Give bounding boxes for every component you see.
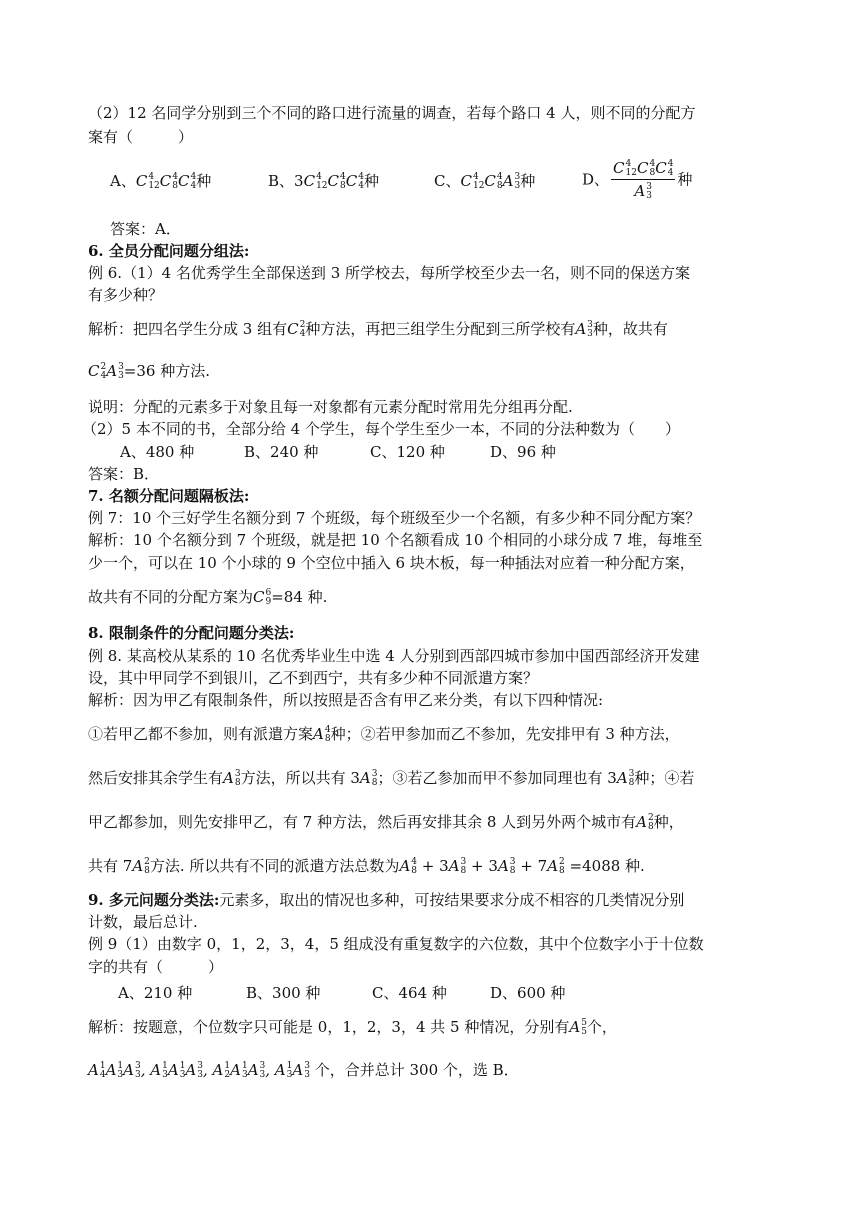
s6-example-line2: 有多少种？ xyxy=(88,286,164,304)
s6-q2-option-d: D、96 种 xyxy=(490,443,556,461)
s9-option-a: A、210 种 xyxy=(118,984,193,1002)
section-9-title: 9. 多元问题分类法: xyxy=(88,891,220,909)
q2-option-d: D、 C 4 12 C 4 8 C 4 4 A 3 3 种 xyxy=(582,159,693,201)
s7-solution-line1: 解析：10 个名额分到 7 个班级，就是把 10 个名额看成 10 个相同的小球分成 7 堆，每堆至 xyxy=(88,531,703,549)
s9-example-line2: 字的共有（ ） xyxy=(88,958,224,976)
s9-desc-line2: 计数，最后总计. xyxy=(88,913,198,931)
q2-line2: 案有（ ） xyxy=(88,128,194,146)
s6-solution-line2: C 2 4 A 3 3 =36 种方法. xyxy=(88,362,210,381)
s9-line1: 9. 多元问题分类法:元素多，取出的情况也多种，可按结果要求分成不相容的几类情况分别 xyxy=(88,891,685,909)
section-7-title: 7. 名额分配问题隔板法: xyxy=(88,487,250,505)
s9-option-d: D、600 种 xyxy=(490,984,566,1002)
s9-example-line1: 例 9（1）由数字 0，1，2，3，4，5 组成没有重复数字的六位数，其中个位数字小于十位数 xyxy=(88,935,704,953)
q2-option-a: A、C 4 12 C 4 8 C 4 4 种 xyxy=(110,172,212,191)
s8-solution-line1: 解析：因为甲乙有限制条件，所以按照是否含有甲乙来分类，有以下四种情况: xyxy=(88,691,604,709)
q2-option-b: B、3C 4 12 C 4 8 C 4 4 种 xyxy=(268,172,379,191)
s8-case-line1: ①若甲乙都不参加，则有派遣方案A 4 8 种；②若甲参加而乙不参加，先安排甲有 3 种方法， xyxy=(88,725,680,744)
s6-note: 说明：分配的元素多于对象且每一对象都有元素分配时常用先分组再分配. xyxy=(88,398,573,416)
s9-solution-line1: 解析：按题意，个位数字只可能是 0，1，2，3，4 共 5 种情况，分别有A 5 5 个， xyxy=(88,1018,617,1037)
s7-solution-line2: 少一个，可以在 10 个小球的 9 个空位中插入 6 块木板，每一种插法对应着一种分配方案， xyxy=(88,554,695,572)
s6-solution-line1: 解析：把四名学生分成 3 组有C 2 4 种方法，再把三组学生分配到三所学校有A 3 3 种，故共有 xyxy=(88,320,668,339)
s8-case-line4: 共有 7A 2 8 方法. 所以共有不同的派遣方法总数为A 4 8 + 3A 3 8 + 3A 3 8 + 7A 2 8 =4088 种. xyxy=(88,857,645,876)
s8-example-line2: 设，其中甲同学不到银川，乙不到西宁，共有多少种不同派遣方案？ xyxy=(88,669,539,687)
s9-option-c: C、464 种 xyxy=(372,984,447,1002)
s6-q2-option-b: B、240 种 xyxy=(244,443,319,461)
s6-example-line1: 例 6.（1）4 名优秀学生全部保送到 3 所学校去，每所学校至少去一名，则不同的保送方案 xyxy=(88,264,691,282)
s8-case-line3: 甲乙都参加，则先安排甲乙，有 7 种方法，然后再安排其余 8 人到另外两个城市有A 2 8 种， xyxy=(88,813,684,832)
section-6-title: 6. 全员分配问题分组法: xyxy=(88,242,250,260)
s9-solution-line2: A 1 4 A 1 3 A 3 3 , A 1 3 A 1 3 A 3 3 , A 1 2 A 1 3 A 3 3 , A 1 3 A 3 3 个，合并总计 300 个，选 B． xyxy=(88,1061,519,1080)
s6-q2-option-a: A、480 种 xyxy=(120,443,195,461)
q2-option-c: C、C 4 12 C 4 8 A 3 3 种 xyxy=(434,172,536,191)
s9-option-b: B、300 种 xyxy=(246,984,321,1002)
s8-case-line2: 然后安排其余学生有A 3 8 方法，所以共有 3A 3 8 ；③若乙参加而甲不参加同理也有 3A 3 8 种；④若 xyxy=(88,769,695,788)
q2-line1: （2）12 名同学分别到三个不同的路口进行流量的调查，若每个路口 4 人，则不同的分配方 xyxy=(88,104,696,122)
s7-solution-line3: 故共有不同的分配方案为C 6 9 =84 种. xyxy=(88,588,328,607)
s6-q2-option-c: C、120 种 xyxy=(370,443,445,461)
section-8-title: 8. 限制条件的分配问题分类法: xyxy=(88,624,295,642)
s7-example: 例 7：10 个三好学生名额分到 7 个班级，每个班级至少一个名额，有多少种不同分配方案？ xyxy=(88,509,701,527)
s6-question2: （2）5 本不同的书，全部分给 4 个学生，每个学生至少一本，不同的分法种数为（ ） xyxy=(82,420,680,438)
s6-answer: 答案：B． xyxy=(88,465,160,483)
q2-answer: 答案：A． xyxy=(110,220,181,238)
s8-example-line1: 例 8. 某高校从某系的 10 名优秀毕业生中选 4 人分别到西部四城市参加中国西部经济开发建 xyxy=(88,647,700,665)
